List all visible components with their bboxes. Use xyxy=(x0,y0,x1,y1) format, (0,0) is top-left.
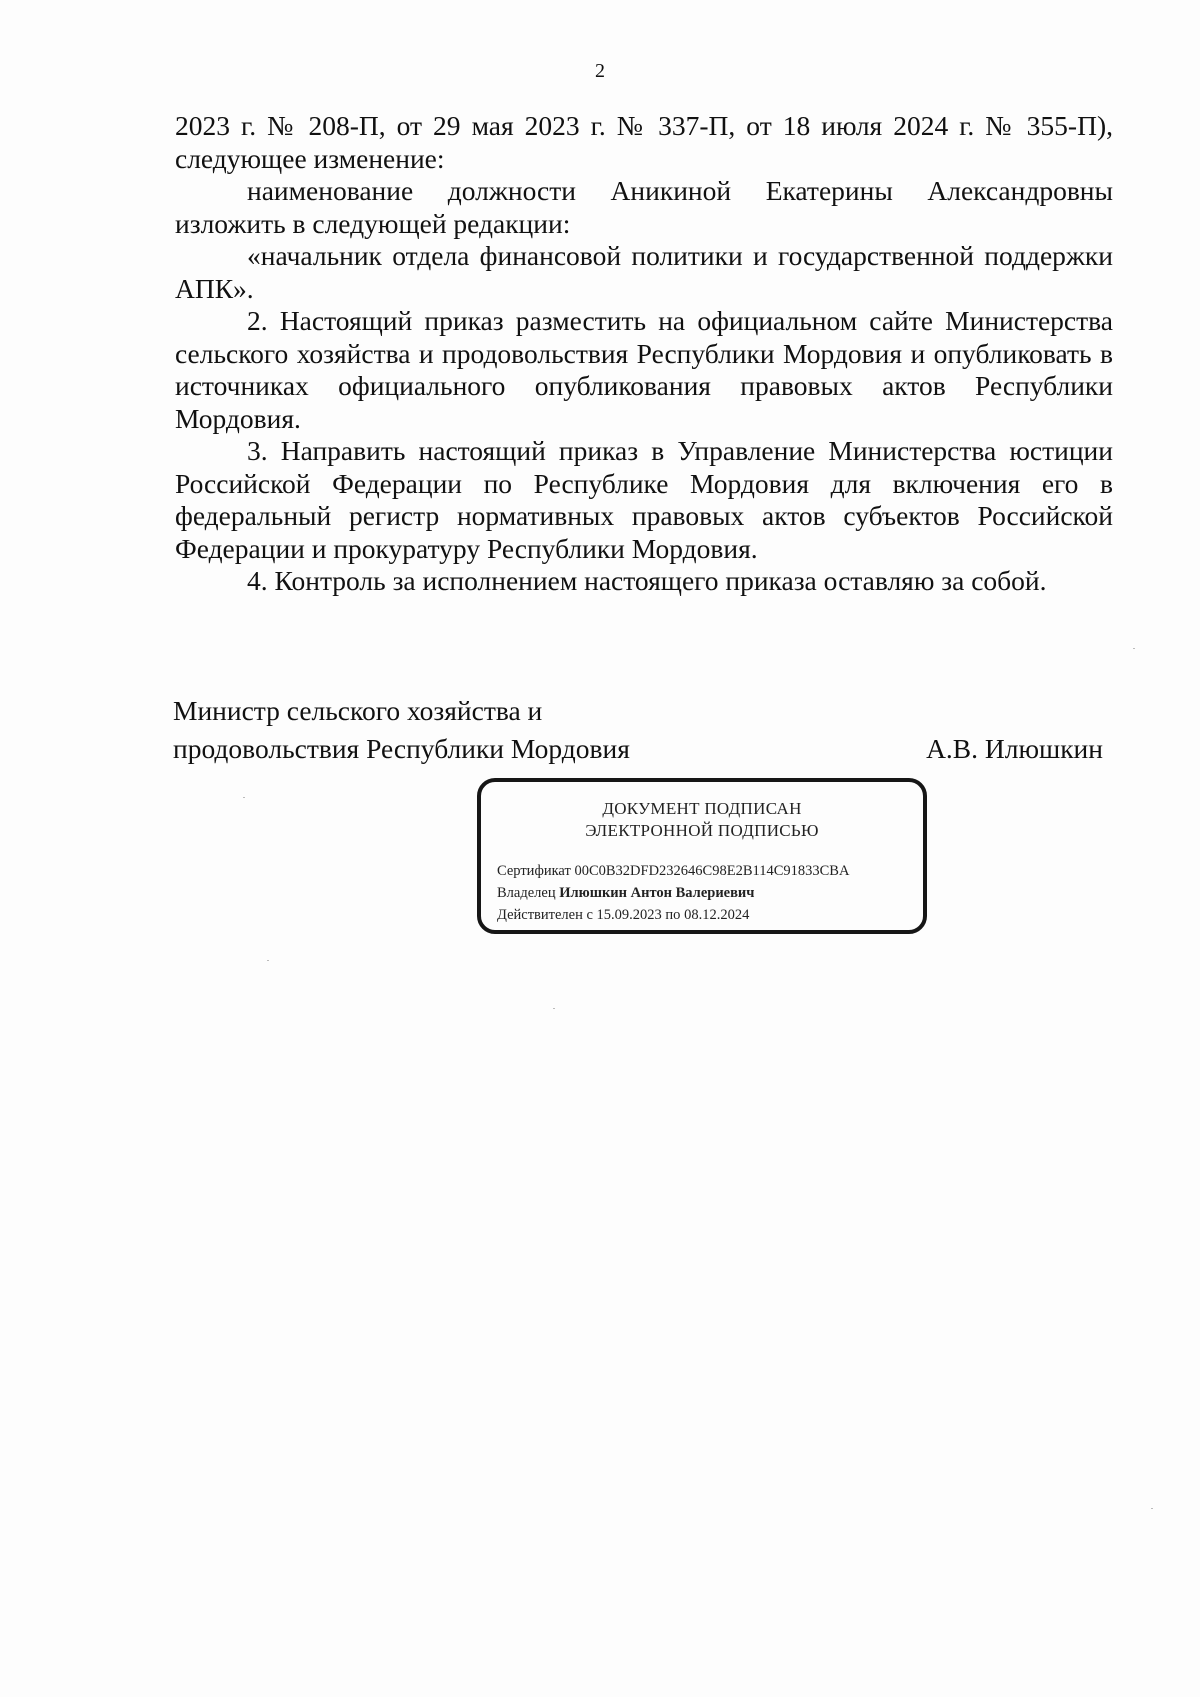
paragraph-item-4: 4. Контроль за исполнением настоящего приказа оставляю за собой. xyxy=(247,565,1047,596)
stamp-owner-label: Владелец xyxy=(497,885,556,901)
stamp-certificate-label: Сертификат xyxy=(497,863,571,879)
paragraph-new-title: «начальник отдела финансовой политики и государственной поддержки АПК». xyxy=(175,240,1113,304)
electronic-signature-stamp xyxy=(477,778,927,934)
signature-block xyxy=(173,692,1113,768)
stamp-title-line2: ЭЛЕКТРОННОЙ ПОДПИСЬЮ xyxy=(585,821,819,840)
paragraph-item-3: 3. Направить настоящий приказ в Управление Министерства юстиции Российской Федерации по Республике Мордовия для включения его в федеральный регистр нормативных правовых актов субъектов Российской Федерации и прокуратуру Республики Мордовия. xyxy=(175,435,1113,564)
stamp-certificate xyxy=(497,860,849,882)
scan-speck xyxy=(1151,1508,1153,1509)
scan-speck xyxy=(553,1008,555,1009)
document-body xyxy=(175,110,1113,598)
signatory-name: А.В. Илюшкин xyxy=(926,733,1103,764)
scan-speck xyxy=(267,960,269,961)
stamp-validity xyxy=(497,904,849,926)
stamp-valid-to-label: по xyxy=(665,907,681,923)
stamp-certificate-value: 00C0B32DFD232646C98E2B114C91833CBA xyxy=(574,863,850,879)
stamp-title xyxy=(481,798,923,842)
stamp-valid-from: 15.09.2023 xyxy=(596,907,662,923)
stamp-valid-to: 08.12.2024 xyxy=(684,907,750,923)
paragraph-change-description: наименование должности Аникиной Екатерины Александровны изложить в следующей редакции: xyxy=(175,175,1113,239)
stamp-owner-value: Илюшкин Антон Валериевич xyxy=(559,885,755,901)
stamp-valid-label: Действителен с xyxy=(497,907,593,923)
stamp-details xyxy=(497,860,849,926)
paragraph-continuation: 2023 г. № 208-П, от 29 мая 2023 г. № 337-П, от 18 июля 2024 г. № 355-П), следующее изменение: xyxy=(175,110,1113,174)
signatory-position-line2: продовольствия Республики Мордовия xyxy=(173,733,630,764)
signatory-position-line1: Министр сельского хозяйства и xyxy=(173,695,543,726)
stamp-title-line1: ДОКУМЕНТ ПОДПИСАН xyxy=(602,799,802,818)
scan-speck xyxy=(243,797,245,798)
scan-speck xyxy=(1133,648,1135,649)
page-number: 2 xyxy=(595,60,605,82)
paragraph-item-2: 2. Настоящий приказ разместить на официальном сайте Министерства сельского хозяйства и продовольствия Республики Мордовия и опубликовать в источниках официального опубликования правовых актов Республики Мордовия. xyxy=(175,305,1113,434)
stamp-owner xyxy=(497,882,849,904)
